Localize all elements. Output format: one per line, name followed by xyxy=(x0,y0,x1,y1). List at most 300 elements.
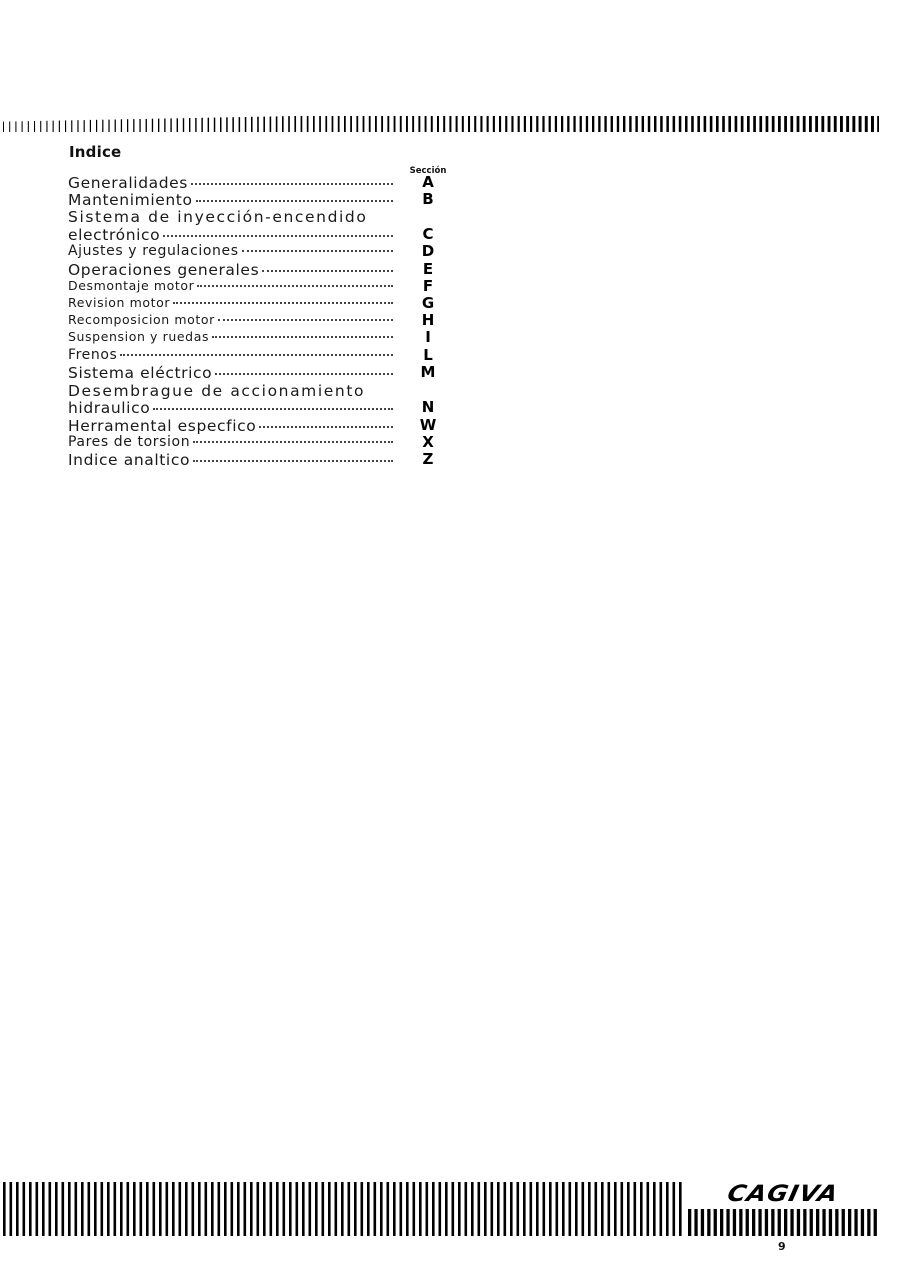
barcode-stripe xyxy=(381,116,383,132)
barcode-stripe xyxy=(640,1182,643,1236)
toc-section-letter: E xyxy=(422,260,434,278)
barcode-stripe xyxy=(344,116,346,132)
toc-section-letter: N xyxy=(421,398,435,416)
barcode-stripe xyxy=(484,1182,487,1236)
barcode-stripe xyxy=(276,116,278,132)
barcode-stripe xyxy=(302,1182,305,1236)
dot-leader xyxy=(193,441,393,443)
barcode-stripe xyxy=(419,1182,422,1236)
barcode-stripe xyxy=(170,118,171,132)
barcode-stripe xyxy=(237,1182,240,1236)
barcode-stripe xyxy=(611,116,613,132)
dot-leader xyxy=(242,250,393,252)
dot-leader xyxy=(259,426,393,428)
logo-stripe xyxy=(848,1209,851,1236)
barcode-stripe xyxy=(152,119,153,132)
barcode-stripe xyxy=(36,1182,39,1236)
barcode-stripe xyxy=(172,1182,175,1236)
barcode-stripe xyxy=(834,116,837,132)
barcode-stripe xyxy=(40,121,41,132)
barcode-stripe xyxy=(753,116,756,132)
toc-entry-title: Herramental especfico xyxy=(68,417,257,435)
logo-stripe xyxy=(797,1209,800,1236)
barcode-stripe xyxy=(96,120,97,132)
barcode-stripe xyxy=(198,1182,201,1236)
barcode-stripe xyxy=(462,116,464,132)
barcode-stripe xyxy=(493,116,495,132)
barcode-stripe xyxy=(307,116,309,132)
barcode-stripe xyxy=(231,1182,234,1236)
barcode-stripe xyxy=(642,116,644,132)
toc-entry-title: Generalidades xyxy=(68,174,188,192)
barcode-stripe xyxy=(542,116,544,132)
barcode-stripe xyxy=(517,1182,520,1236)
barcode-stripe xyxy=(449,116,451,132)
toc-entry-title: Mantenimiento xyxy=(68,191,193,209)
barcode-stripe xyxy=(313,116,315,132)
barcode-stripe xyxy=(575,1182,578,1236)
logo-stripe xyxy=(701,1209,704,1236)
barcode-stripe xyxy=(697,116,700,132)
barcode-stripe xyxy=(803,116,806,132)
logo-stripe xyxy=(790,1209,793,1236)
top-barcode-decoration xyxy=(3,116,879,132)
toc-entry-title: Ajustes y regulaciones xyxy=(68,243,239,259)
barcode-stripe xyxy=(846,116,849,132)
barcode-stripe xyxy=(283,1182,286,1236)
logo-stripe xyxy=(778,1209,781,1236)
barcode-stripe xyxy=(511,116,513,132)
barcode-stripe xyxy=(139,119,140,132)
barcode-stripe xyxy=(289,1182,292,1236)
barcode-stripe xyxy=(456,116,458,132)
toc-section-letter: A xyxy=(422,173,434,191)
barcode-stripe xyxy=(263,117,265,132)
barcode-stripe xyxy=(166,1182,169,1236)
barcode-stripe xyxy=(140,1182,143,1236)
logo-stripe xyxy=(835,1209,838,1236)
barcode-stripe xyxy=(309,1182,312,1236)
barcode-stripe xyxy=(728,116,731,132)
barcode-stripe xyxy=(322,1182,325,1236)
barcode-stripe xyxy=(250,1182,253,1236)
barcode-stripe xyxy=(828,116,831,132)
barcode-stripe xyxy=(569,1182,572,1236)
dot-leader xyxy=(120,354,393,356)
logo-stripe xyxy=(752,1209,755,1236)
barcode-stripe xyxy=(380,1182,383,1236)
logo-stripe xyxy=(874,1209,877,1236)
barcode-stripe xyxy=(735,116,738,132)
dot-leader xyxy=(215,373,393,375)
barcode-stripe xyxy=(510,1182,513,1236)
barcode-stripe xyxy=(53,121,54,132)
barcode-stripe xyxy=(205,1182,208,1236)
barcode-stripe xyxy=(504,1182,507,1236)
barcode-stripe xyxy=(55,1182,58,1236)
dot-leader xyxy=(163,235,393,237)
logo-stripe xyxy=(694,1209,697,1236)
barcode-stripe xyxy=(341,1182,344,1236)
barcode-stripe xyxy=(270,117,272,133)
barcode-stripe xyxy=(77,120,78,132)
barcode-stripe xyxy=(183,118,184,132)
logo-stripe xyxy=(803,1209,806,1236)
barcode-stripe xyxy=(595,1182,598,1236)
barcode-stripe xyxy=(239,117,241,132)
barcode-stripe xyxy=(361,1182,364,1236)
barcode-stripe xyxy=(23,1182,26,1236)
barcode-stripe xyxy=(400,116,402,132)
barcode-stripe xyxy=(458,1182,461,1236)
barcode-stripe xyxy=(29,1182,32,1236)
barcode-stripe xyxy=(81,1182,84,1236)
barcode-stripe xyxy=(263,1182,266,1236)
barcode-stripe xyxy=(127,1182,130,1236)
barcode-stripe xyxy=(107,1182,110,1236)
barcode-stripe xyxy=(722,116,725,132)
toc-section-letter: W xyxy=(419,416,437,434)
dot-leader xyxy=(196,200,393,202)
logo-stripe xyxy=(854,1209,857,1236)
toc-section-letter: Z xyxy=(422,450,434,468)
toc-entry-title: Operaciones generales xyxy=(68,261,260,279)
barcode-stripe xyxy=(133,1182,136,1236)
toc-entry-title: Revision motor xyxy=(68,295,171,310)
toc-section-letter: B xyxy=(422,190,434,208)
barcode-stripe xyxy=(84,120,85,132)
barcode-stripe xyxy=(367,1182,370,1236)
toc-section-letter: H xyxy=(421,311,435,329)
barcode-stripe xyxy=(840,116,843,132)
logo-stripe xyxy=(829,1209,832,1236)
barcode-stripe xyxy=(282,116,284,132)
barcode-stripe xyxy=(523,1182,526,1236)
barcode-stripe xyxy=(815,116,818,132)
barcode-stripe xyxy=(28,121,29,132)
barcode-stripe xyxy=(673,1182,676,1236)
barcode-stripe xyxy=(332,116,334,132)
barcode-stripe xyxy=(120,1182,123,1236)
logo-stripe xyxy=(714,1209,717,1236)
logo-wordmark: CAGIVA xyxy=(725,1180,842,1207)
barcode-stripe xyxy=(220,117,221,132)
dot-leader xyxy=(212,336,393,338)
toc-entry-text-line1: Desembrague de accionamiento xyxy=(68,382,366,400)
dot-leader xyxy=(191,183,393,185)
barcode-stripe xyxy=(348,1182,351,1236)
barcode-stripe xyxy=(704,116,707,132)
barcode-stripe xyxy=(354,1182,357,1236)
barcode-stripe xyxy=(627,1182,630,1236)
cagiva-logo xyxy=(688,1182,878,1236)
barcode-stripe xyxy=(685,116,688,132)
barcode-stripe xyxy=(499,116,501,132)
barcode-stripe xyxy=(679,116,682,132)
barcode-stripe xyxy=(127,119,128,132)
barcode-stripe xyxy=(549,116,551,132)
toc-entry-title: Indice analtico xyxy=(68,451,191,469)
barcode-stripe xyxy=(276,1182,279,1236)
toc-entry-text-line1: Sistema de inyección-encendido xyxy=(68,208,368,226)
barcode-stripe xyxy=(226,117,227,132)
barcode-stripe xyxy=(288,116,290,132)
barcode-stripe xyxy=(653,1182,656,1236)
barcode-stripe xyxy=(666,1182,669,1236)
barcode-stripe xyxy=(3,122,4,132)
barcode-stripe xyxy=(759,116,762,132)
logo-stripe xyxy=(822,1209,825,1236)
logo-stripe xyxy=(758,1209,761,1236)
barcode-stripe xyxy=(660,116,662,132)
barcode-stripe xyxy=(90,120,91,132)
barcode-stripe xyxy=(369,116,371,132)
barcode-stripe xyxy=(778,116,781,132)
toc-section-letter: C xyxy=(422,225,434,243)
barcode-stripe xyxy=(387,1182,390,1236)
barcode-stripe xyxy=(16,1182,19,1236)
barcode-stripe xyxy=(679,1182,682,1236)
barcode-stripe xyxy=(784,116,787,132)
barcode-stripe xyxy=(608,1182,611,1236)
barcode-stripe xyxy=(251,117,253,132)
toc-entry-title: Frenos xyxy=(68,347,118,363)
barcode-stripe xyxy=(159,1182,162,1236)
logo-barcode xyxy=(688,1209,878,1236)
barcode-stripe xyxy=(301,116,303,132)
barcode-stripe xyxy=(580,116,582,132)
barcode-stripe xyxy=(46,121,47,132)
barcode-stripe xyxy=(177,118,178,132)
barcode-stripe xyxy=(121,119,122,132)
barcode-stripe xyxy=(146,119,147,132)
barcode-stripe xyxy=(629,116,631,132)
barcode-stripe xyxy=(877,116,879,132)
barcode-stripe xyxy=(601,1182,604,1236)
barcode-stripe xyxy=(445,1182,448,1236)
barcode-stripe xyxy=(406,116,408,132)
barcode-stripe xyxy=(536,1182,539,1236)
barcode-stripe xyxy=(164,119,165,133)
barcode-stripe xyxy=(363,116,365,132)
logo-stripe xyxy=(765,1209,768,1236)
barcode-stripe xyxy=(530,1182,533,1236)
barcode-stripe xyxy=(478,1182,481,1236)
barcode-stripe xyxy=(257,117,259,132)
dot-leader xyxy=(218,319,393,321)
barcode-stripe xyxy=(387,116,389,132)
toc-entry-title: Pares de torsion xyxy=(68,434,191,450)
barcode-stripe xyxy=(491,1182,494,1236)
barcode-stripe xyxy=(232,117,234,132)
barcode-stripe xyxy=(218,1182,221,1236)
barcode-stripe xyxy=(3,1182,6,1236)
barcode-stripe xyxy=(350,116,352,132)
barcode-stripe xyxy=(179,1182,182,1236)
toc-section-letter: X xyxy=(422,433,434,451)
toc-section-letter: D xyxy=(421,242,435,260)
barcode-stripe xyxy=(452,1182,455,1236)
toc-entry-title: electrónico xyxy=(68,226,161,244)
barcode-stripe xyxy=(741,116,744,132)
logo-stripe xyxy=(720,1209,723,1236)
barcode-stripe xyxy=(102,120,103,132)
barcode-stripe xyxy=(115,120,116,133)
toc-section-letter: F xyxy=(422,277,434,295)
barcode-stripe xyxy=(10,1182,13,1236)
barcode-stripe xyxy=(257,1182,260,1236)
barcode-stripe xyxy=(108,120,109,132)
toc-section-letter: G xyxy=(421,294,435,312)
barcode-stripe xyxy=(524,116,526,132)
barcode-stripe xyxy=(480,116,482,132)
barcode-stripe xyxy=(588,1182,591,1236)
barcode-stripe xyxy=(549,1182,552,1236)
barcode-stripe xyxy=(356,116,358,132)
logo-stripe xyxy=(771,1209,774,1236)
section-column-label: Sección xyxy=(409,166,447,176)
barcode-stripe xyxy=(75,1182,78,1236)
barcode-stripe xyxy=(647,1182,650,1236)
barcode-stripe xyxy=(153,1182,156,1236)
barcode-stripe xyxy=(189,118,190,132)
toc-section-letter: L xyxy=(423,346,433,364)
toc-entry-title: Recomposicion motor xyxy=(68,312,215,327)
barcode-stripe xyxy=(437,116,439,132)
dot-leader xyxy=(197,285,393,287)
dot-leader xyxy=(193,460,393,462)
logo-stripe xyxy=(810,1209,813,1236)
barcode-stripe xyxy=(211,1182,214,1236)
logo-stripe xyxy=(784,1209,787,1236)
barcode-stripe xyxy=(604,116,606,132)
barcode-stripe xyxy=(716,116,719,132)
barcode-stripe xyxy=(530,116,532,132)
barcode-stripe xyxy=(772,116,775,132)
barcode-stripe xyxy=(244,1182,247,1236)
barcode-stripe xyxy=(101,1182,104,1236)
barcode-stripe xyxy=(586,116,588,132)
barcode-stripe xyxy=(400,1182,403,1236)
barcode-stripe xyxy=(88,1182,91,1236)
barcode-stripe xyxy=(518,116,520,132)
barcode-stripe xyxy=(71,120,72,132)
logo-stripe xyxy=(816,1209,819,1236)
barcode-stripe xyxy=(598,116,600,132)
barcode-stripe xyxy=(9,122,10,133)
barcode-stripe xyxy=(648,116,650,132)
barcode-stripe xyxy=(766,116,769,132)
barcode-stripe xyxy=(146,1182,149,1236)
barcode-stripe xyxy=(747,116,750,132)
barcode-stripe xyxy=(328,1182,331,1236)
barcode-stripe xyxy=(852,116,855,132)
barcode-stripe xyxy=(634,1182,637,1236)
dot-leader xyxy=(262,270,393,272)
barcode-stripe xyxy=(49,1182,52,1236)
barcode-stripe xyxy=(315,1182,318,1236)
barcode-stripe xyxy=(623,116,625,132)
barcode-stripe xyxy=(710,116,713,132)
barcode-stripe xyxy=(592,116,594,132)
barcode-stripe xyxy=(691,116,694,132)
toc-section-letter: M xyxy=(420,363,436,381)
barcode-stripe xyxy=(562,1182,565,1236)
barcode-stripe xyxy=(660,1182,663,1236)
barcode-stripe xyxy=(573,116,575,132)
barcode-stripe xyxy=(821,116,824,132)
barcode-stripe xyxy=(654,116,656,132)
logo-stripe xyxy=(688,1209,691,1236)
barcode-stripe xyxy=(418,116,420,132)
barcode-stripe xyxy=(34,121,35,132)
barcode-stripe xyxy=(375,116,377,132)
barcode-stripe xyxy=(15,121,16,132)
logo-stripe xyxy=(726,1209,729,1236)
barcode-stripe xyxy=(338,116,340,132)
toc-entry-title: hidraulico xyxy=(68,399,151,417)
dot-leader xyxy=(153,408,393,410)
barcode-stripe xyxy=(859,116,862,132)
barcode-stripe xyxy=(185,1182,188,1236)
barcode-stripe xyxy=(425,116,427,132)
barcode-stripe xyxy=(797,116,800,132)
toc-section-letter: I xyxy=(425,328,431,346)
barcode-stripe xyxy=(245,117,247,132)
logo-stripe xyxy=(746,1209,749,1236)
barcode-stripe xyxy=(431,116,433,132)
logo-stripe xyxy=(867,1209,870,1236)
barcode-stripe xyxy=(635,116,637,132)
barcode-stripe xyxy=(201,118,202,132)
barcode-stripe xyxy=(471,1182,474,1236)
barcode-stripe xyxy=(543,1182,546,1236)
barcode-stripe xyxy=(195,118,196,132)
barcode-stripe xyxy=(505,116,507,132)
barcode-stripe xyxy=(673,116,676,132)
barcode-stripe xyxy=(22,121,23,132)
barcode-stripe xyxy=(208,118,209,132)
barcode-stripe xyxy=(65,120,66,132)
barcode-stripe xyxy=(426,1182,429,1236)
barcode-stripe xyxy=(465,1182,468,1236)
barcode-stripe xyxy=(270,1182,273,1236)
barcode-stripe xyxy=(556,1182,559,1236)
barcode-stripe xyxy=(468,116,470,132)
page-number: 9 xyxy=(778,1240,786,1253)
barcode-stripe xyxy=(621,1182,624,1236)
barcode-stripe xyxy=(296,1182,299,1236)
barcode-stripe xyxy=(62,1182,65,1236)
barcode-stripe xyxy=(94,1182,97,1236)
toc-entry-title: Suspension y ruedas xyxy=(68,329,210,344)
barcode-stripe xyxy=(666,116,668,132)
barcode-stripe xyxy=(432,1182,435,1236)
barcode-stripe xyxy=(443,116,445,132)
barcode-stripe xyxy=(335,1182,338,1236)
barcode-stripe xyxy=(617,116,619,132)
barcode-stripe xyxy=(133,119,134,132)
barcode-stripe xyxy=(790,116,793,132)
barcode-stripe xyxy=(192,1182,195,1236)
barcode-stripe xyxy=(406,1182,409,1236)
barcode-stripe xyxy=(412,116,414,132)
barcode-stripe xyxy=(614,1182,617,1236)
barcode-stripe xyxy=(374,1182,377,1236)
barcode-stripe xyxy=(42,1182,45,1236)
barcode-stripe xyxy=(319,116,321,132)
toc-entry-title: Desmontaje motor xyxy=(68,278,195,293)
